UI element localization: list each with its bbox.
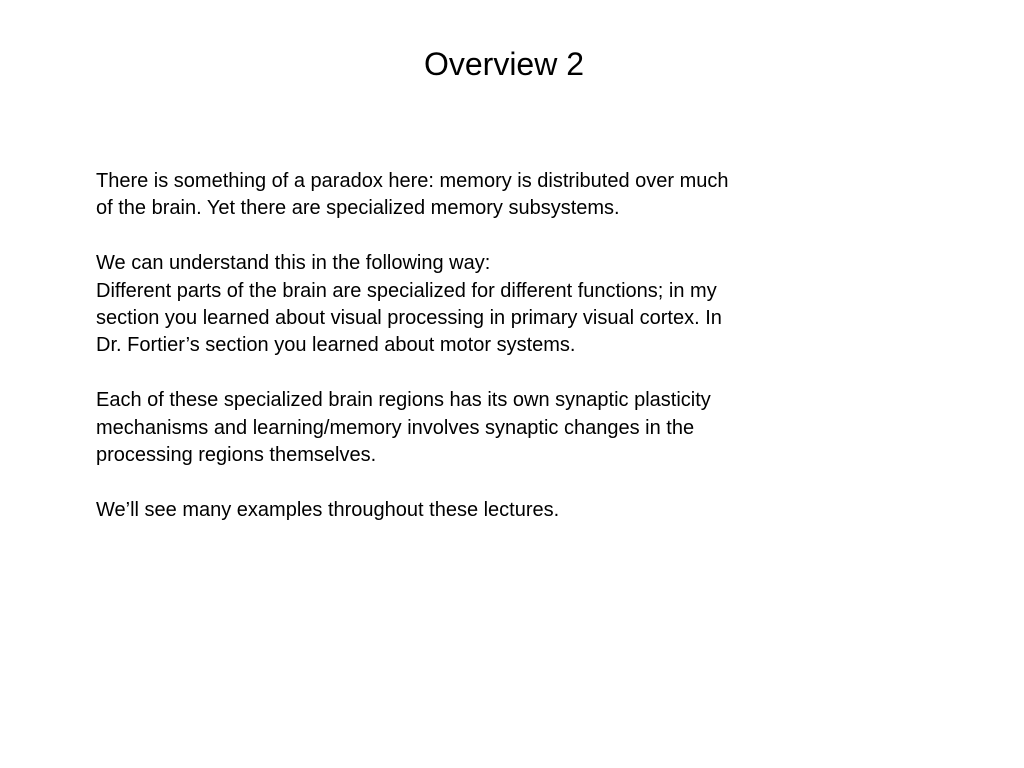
paragraph-examples — [96, 497, 856, 524]
paragraph-line: of the brain. Yet there are specialized memory subsystems. — [96, 197, 620, 220]
paragraph-line: Dr. Fortier’s section you learned about motor systems. — [96, 334, 576, 357]
paragraph-line: Each of these specialized brain regions has its own synaptic plasticity — [96, 389, 711, 412]
paragraph-line: mechanisms and learning/memory involves synaptic changes in the — [96, 416, 695, 439]
paragraph-line: processing regions themselves. — [96, 444, 377, 467]
paragraph-understanding — [96, 250, 856, 360]
slide-body — [96, 168, 856, 552]
paragraph-line: There is something of a paradox here: memory is distributed over much — [96, 170, 729, 192]
paragraph-line: We can understand this in the following way: — [96, 252, 491, 275]
paragraph-plasticity — [96, 387, 856, 469]
paragraph-paradox — [96, 168, 856, 223]
paragraph-line: We’ll see many examples throughout these lectures. — [96, 498, 560, 521]
slide-title: Overview 2 — [423, 46, 585, 82]
paragraph-line: section you learned about visual processing in primary visual cortex. In — [96, 307, 722, 330]
paragraph-line: Different parts of the brain are specialized for different functions; in my — [96, 279, 717, 302]
